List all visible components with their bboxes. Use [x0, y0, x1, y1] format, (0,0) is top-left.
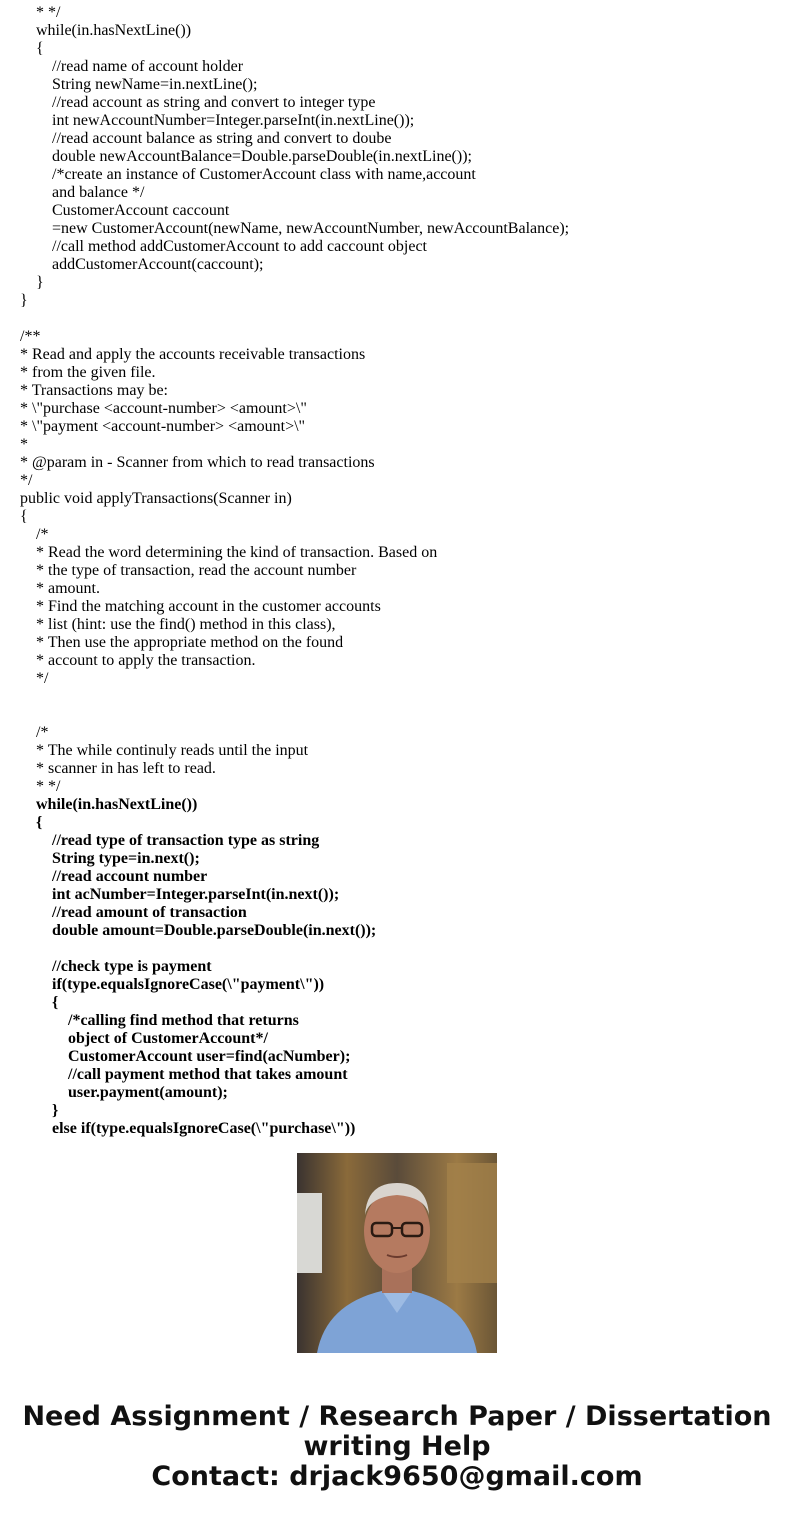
code-line: //read amount of transaction: [20, 904, 247, 921]
code-line: addCustomerAccount(caccount);: [20, 256, 264, 273]
code-line: {: [20, 994, 59, 1011]
code-line: [20, 940, 780, 958]
code-line: //call method addCustomerAccount to add caccount object: [20, 238, 427, 255]
code-line: CustomerAccount caccount: [20, 202, 230, 219]
code-line: */: [20, 670, 49, 687]
code-line: //read account number: [20, 868, 208, 885]
code-line: * \"purchase <account-number> <amount>\": [20, 400, 307, 417]
code-line: }: [20, 274, 44, 291]
code-line: while(in.hasNextLine()): [20, 796, 198, 813]
code-listing: [20, 4, 780, 1137]
code-line: [20, 310, 780, 328]
code-line: * Then use the appropriate method on the found: [20, 634, 344, 651]
code-line: //read account as string and convert to integer type: [20, 94, 376, 111]
code-line: * */: [20, 4, 61, 21]
code-line: public void applyTransactions(Scanner in): [20, 490, 292, 507]
code-line: //call payment method that takes amount: [20, 1066, 348, 1083]
code-line: * @param in - Scanner from which to read transactions: [20, 454, 375, 471]
code-line: [20, 706, 780, 724]
code-line: String type=in.next();: [20, 850, 200, 867]
code-line: =new CustomerAccount(newName, newAccountNumber, newAccountBalance);: [20, 220, 570, 237]
code-line: * account to apply the transaction.: [20, 652, 256, 669]
code-line: }: [20, 1102, 59, 1119]
author-photo: [297, 1153, 497, 1353]
promo-line-2: writing Help: [303, 1431, 491, 1462]
code-line: *: [20, 436, 28, 453]
code-line: /**: [20, 328, 41, 345]
code-line: {: [20, 40, 44, 57]
code-line: /*calling find method that returns: [20, 1012, 299, 1029]
code-line: * Find the matching account in the customer accounts: [20, 598, 381, 615]
promo-banner: [0, 1402, 794, 1492]
code-line: * The while continuly reads until the input: [20, 742, 309, 759]
code-line: and balance */: [20, 184, 145, 201]
code-line: //check type is payment: [20, 958, 212, 975]
code-line: double newAccountBalance=Double.parseDouble(in.nextLine());: [20, 148, 472, 165]
code-line: * list (hint: use the find() method in this class),: [20, 616, 336, 633]
code-line: {: [20, 814, 43, 831]
code-line: CustomerAccount user=find(acNumber);: [20, 1048, 351, 1065]
code-line: * amount.: [20, 580, 100, 597]
code-line: //read name of account holder: [20, 58, 244, 75]
code-line: String newName=in.nextLine();: [20, 76, 258, 93]
promo-contact: Contact: drjack9650@gmail.com: [151, 1461, 643, 1492]
code-line: int newAccountNumber=Integer.parseInt(in.nextLine());: [20, 112, 415, 129]
code-line: //read type of transaction type as string: [20, 832, 320, 849]
promo-line-1: Need Assignment / Research Paper / Dissertation: [22, 1401, 772, 1432]
code-line: else if(type.equalsIgnoreCase(\"purchase\")): [20, 1120, 356, 1137]
code-line: double amount=Double.parseDouble(in.next());: [20, 922, 377, 939]
code-line: while(in.hasNextLine()): [20, 22, 192, 39]
code-line: /*create an instance of CustomerAccount class with name,account: [20, 166, 476, 183]
person-photo-icon: [297, 1153, 497, 1353]
code-line: * Read and apply the accounts receivable transactions: [20, 346, 366, 363]
code-line: /*: [20, 724, 49, 741]
code-line: */: [20, 472, 33, 489]
code-line: * from the given file.: [20, 364, 156, 381]
code-line: if(type.equalsIgnoreCase(\"payment\")): [20, 976, 325, 993]
code-line: {: [20, 508, 28, 525]
code-line: * Read the word determining the kind of transaction. Based on: [20, 544, 438, 561]
code-line: object of CustomerAccount*/: [20, 1030, 268, 1047]
code-line: * scanner in has left to read.: [20, 760, 216, 777]
code-line: }: [20, 292, 28, 309]
code-line: * Transactions may be:: [20, 382, 168, 399]
code-line: * */: [20, 778, 61, 795]
code-line: /*: [20, 526, 49, 543]
code-line: int acNumber=Integer.parseInt(in.next());: [20, 886, 340, 903]
code-line: user.payment(amount);: [20, 1084, 228, 1101]
code-line: * the type of transaction, read the account number: [20, 562, 357, 579]
code-line: [20, 688, 780, 706]
code-line: //read account balance as string and convert to doube: [20, 130, 392, 147]
code-line: * \"payment <account-number> <amount>\": [20, 418, 306, 435]
